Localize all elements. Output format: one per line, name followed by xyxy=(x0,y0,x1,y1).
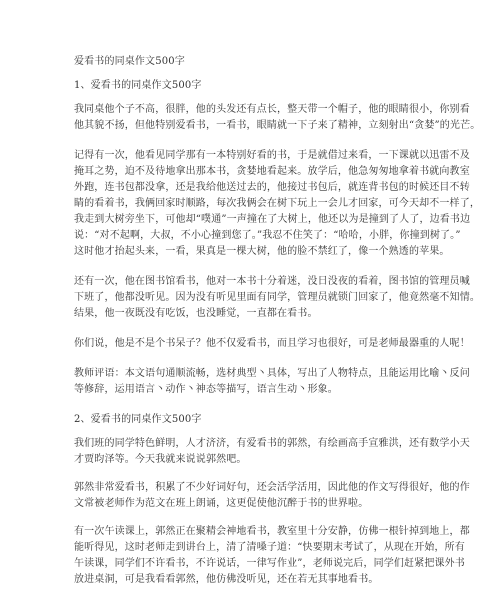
text-line: 有一次午读课上，郭然正在聚精会神地看书，教室里十分安静，仿佛一根针掉到地上，都 xyxy=(74,526,470,537)
text-line: 午读课，同学们不许看书，不许说话，一律写作业”，老师说完后，同学们赶紧把课外书 xyxy=(74,558,465,569)
section-heading-1: 1、爱看书的同桌作文500字 xyxy=(74,80,202,91)
paragraph xyxy=(74,148,480,260)
text-line: 郭然非常爱看书，积累了不少好词好句，还会活学活用，因此他的作文写得很好，他的作 xyxy=(74,482,470,493)
article xyxy=(74,54,481,600)
text-line: 说：“对不起啊，大叔，不小心撞到您了。”我忍不住笑了：“哈哈，小胖，你撞到树了。” xyxy=(74,230,461,241)
text-line: 才贾昀泽等。今天我就来说说郭然吧。 xyxy=(74,454,247,465)
paragraph xyxy=(74,274,480,322)
text-line: 放进桌洞，可是我看看郭然，他仿佛没听见，还在若无其事地看书。 xyxy=(74,574,379,585)
text-line: 等修辞，运用语言丶动作丶神态等描写，语言生动丶形象。 xyxy=(74,384,338,395)
text-line: 教师评语：本文语句通顺流畅，选材典型丶具体，写出了人物特点，且能运用比喻丶反问 xyxy=(74,368,470,379)
paragraph xyxy=(74,336,470,352)
paragraph xyxy=(74,480,470,512)
text-line: 能听得见，这时老师走到讲台上，清了清嗓子道：“快要期末考试了，从现在开始，所有 xyxy=(74,542,465,553)
text-line: 我们班的同学特色鲜明，人才济济，有爱看书的郭然，有绘画高手宣雅洪，还有数学小天 xyxy=(74,438,470,449)
paragraph xyxy=(74,436,470,468)
text-line: 这时他才抬起头来，一看，果真是一棵大树，他的脸不禁红了，像一个熟透的苹果。 xyxy=(74,246,450,257)
text-line: 还有一次，他在图书馆看书，他对一本书十分着迷，没日没夜的看着，图书馆的管理员喊 xyxy=(74,276,470,287)
teacher-comment xyxy=(74,366,470,398)
text-line: 外跑，连书包都没拿，还是我给他送过去的，他接过书包后，就连背书包的时候还目不转 xyxy=(74,182,470,193)
text-line: 他其貌不扬，但他特别爱看书，一看书，眼睛就一下子来了精神，立刻射出“贪婪”的光芒。 xyxy=(74,120,481,131)
paragraph xyxy=(74,524,470,588)
document-title: 爱看书的同桌作文500字 xyxy=(74,56,185,67)
text-line: 我走到大树旁坐下，可他却“噗通”一声撞在了大树上，他还以为是撞到了人了，边看书边 xyxy=(74,214,471,225)
text-line: 睛的看着书，我俩回家时顺路，每次我俩会在树下玩上一会儿才回家，可今天却不一样了， xyxy=(74,198,480,209)
section-heading-2: 2、爱看书的同桌作文500字 xyxy=(74,414,202,425)
text-line: 记得有一次，他看见同学那有一本特别好看的书，于是就借过来看，一下课就以迅雷不及 xyxy=(74,150,470,161)
text-line: 掩耳之势，迫不及待地拿出那本书，贪婪地看起来。放学后，他急匆匆地拿着书就向教室 xyxy=(74,166,470,177)
paragraph xyxy=(74,102,481,134)
text-line: 文常被老师作为范文在班上朗诵，这更促使他沉醉于书的世界啦。 xyxy=(74,498,369,509)
text-line: 下班了，他都没听见。因为没有听见里面有同学，管理员就锁门回家了，他竟然毫不知情。 xyxy=(74,292,480,303)
text-line: 你们说，他是不是个书呆子？他不仅爱看书，而且学习也很好，可是老师最器重的人呢！ xyxy=(74,338,470,349)
text-line: 我同桌他个子不高，很胖，他的头发还有点长，整天带一个帽子，他的眼睛很小，你别看 xyxy=(74,104,470,115)
text-line: 结果，他一夜既没有吃饭，也没睡觉，一直都在看书。 xyxy=(74,308,318,319)
